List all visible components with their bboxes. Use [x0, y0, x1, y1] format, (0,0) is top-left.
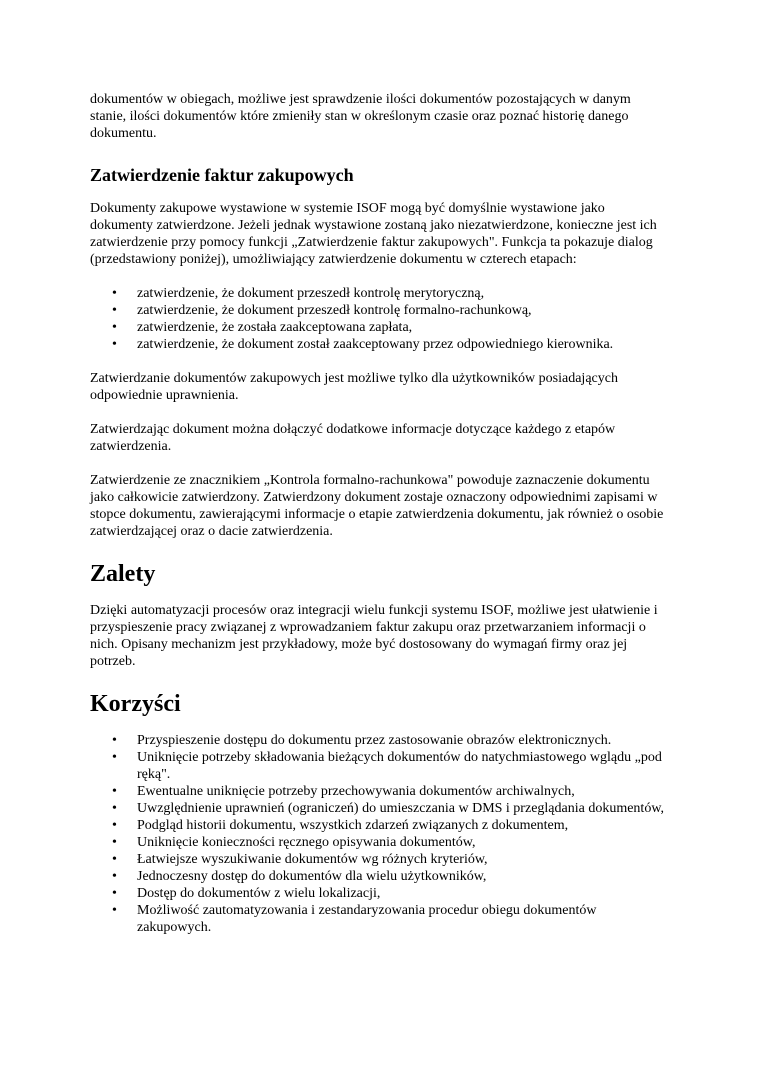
list-item: • Uniknięcie konieczności ręcznego opisywania dokumentów, — [90, 834, 670, 851]
list-item: • Ewentualne uniknięcie potrzeby przechowywania dokumentów archiwalnych, — [90, 783, 670, 800]
advantages-paragraph: Dzięki automatyzacji procesów oraz integracji wielu funkcji systemu ISOF, możliwe jest ułatwienie i przyspieszenie pracy związanej z wprowadzaniem faktur zakupu oraz przetwarzaniem informacji o nich. Opisany mechanizm jest przykładowy, może być dostosowany do wymagań firmy oraz jej potrzeb. — [90, 603, 658, 669]
list-item: • Łatwiejsze wyszukiwanie dokumentów wg różnych kryteriów, — [90, 851, 670, 868]
list-item: • Możliwość zautomatyzowania i zestandaryzowania procedur obiegu dokumentów zakupowych. — [90, 902, 670, 936]
advantages-heading: Zalety — [90, 561, 156, 587]
list-item: • Podgląd historii dokumentu, wszystkich zdarzeń związanych z dokumentem, — [90, 817, 670, 834]
benefits-heading: Korzyści — [90, 691, 181, 717]
list-item: • zatwierdzenie, że została zaakceptowana zapłata, — [90, 319, 670, 336]
list-item: • zatwierdzenie, że dokument przeszedł kontrolę formalno-rachunkową, — [90, 302, 670, 319]
list-item: • Dostęp do dokumentów z wielu lokalizacji, — [90, 885, 670, 902]
list-item: • Jednoczesny dostęp do dokumentów dla wielu użytkowników, — [90, 868, 670, 885]
list-item: • zatwierdzenie, że dokument został zaakceptowany przez odpowiedniego kierownika. — [90, 336, 670, 353]
approval-paragraph-1: Dokumenty zakupowe wystawione w systemie ISOF mogą być domyślnie wystawione jako dokumenty zatwierdzone. Jeżeli jednak wystawione zostaną jako niezatwierdzone, konieczne jest ich zatwierdzenie przy pomocy funkcji „Zatwierdzenie faktur zakupowych". Funkcja ta pokazuje dialog (przedstawiony poniżej), umożliwiający zatwierdzenie dokumentu w czterech etapach: — [90, 201, 657, 267]
approval-paragraph-4: Zatwierdzenie ze znacznikiem „Kontrola formalno-rachunkowa" powoduje zaznaczenie dokumentu jako całkowicie zatwierdzony. Zatwierdzony dokument zostaje oznaczony odpowiednimi zapisami w stopce dokumentu, zawierającymi informacje o etapie zatwierdzenia dokumentu, jak również o osobie zatwierdzającej oraz o dacie zatwierdzenia. — [90, 473, 664, 539]
list-item: • Przyspieszenie dostępu do dokumentu przez zastosowanie obrazów elektronicznych. — [90, 732, 670, 749]
list-item: • zatwierdzenie, że dokument przeszedł kontrolę merytoryczną, — [90, 285, 670, 302]
approval-stages-list — [90, 285, 670, 353]
approval-heading: Zatwierdzenie faktur zakupowych — [90, 165, 354, 185]
approval-paragraph-3: Zatwierdzając dokument można dołączyć dodatkowe informacje dotyczące każdego z etapów zatwierdzenia. — [90, 422, 616, 454]
document-page — [90, 91, 670, 936]
approval-paragraph-2: Zatwierdzanie dokumentów zakupowych jest możliwe tylko dla użytkowników posiadających odpowiednie uprawnienia. — [90, 371, 618, 403]
benefits-list — [90, 732, 670, 936]
intro-paragraph: dokumentów w obiegach, możliwe jest sprawdzenie ilości dokumentów pozostających w danym stanie, ilości dokumentów które zmieniły stan w określonym czasie oraz poznać historię danego dokumentu. — [90, 92, 631, 141]
list-item: • Uniknięcie potrzeby składowania bieżących dokumentów do natychmiastowego wglądu „pod ręką". — [90, 749, 670, 783]
list-item: • Uwzględnienie uprawnień (ograniczeń) do umieszczania w DMS i przeglądania dokumentów, — [90, 800, 670, 817]
